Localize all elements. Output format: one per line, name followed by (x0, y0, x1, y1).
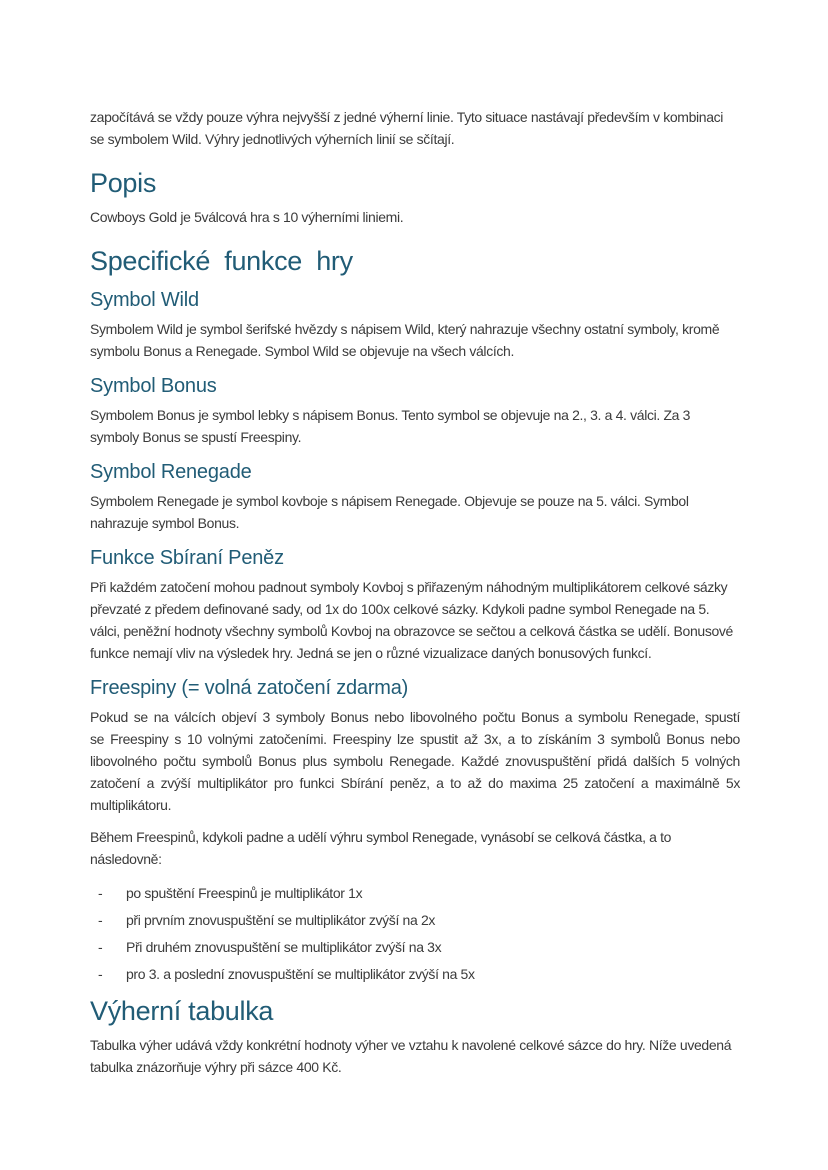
symbol-renegade-paragraph: Symbolem Renegade je symbol kovboje s nápisem Renegade. Objevuje se pouze na 5. válci. Symbol nahrazuje symbol Bonus. (90, 493, 689, 531)
dash-marker: - (98, 939, 103, 955)
heading-funkce-sbirani-penez: Funkce Sbíraní Peněz (90, 547, 284, 569)
symbol-wild-paragraph: Symbolem Wild je symbol šerifské hvězdy s nápisem Wild, který nahrazuje všechny ostatní symboly, kromě symbolu Bonus a Renegade. Symbol Wild se objevuje na všech válcích. (90, 321, 720, 359)
heading-freespiny: Freespiny (= volná zatočení zdarma) (90, 677, 409, 699)
heading-specificke-funkce-hry: Specifické funkce hry (90, 246, 353, 276)
list-item (98, 880, 740, 907)
list-item-text: po spuštění Freespinů je multiplikátor 1x (126, 885, 363, 901)
heading-symbol-renegade: Symbol Renegade (90, 461, 252, 483)
vyherni-tabulka-paragraph: Tabulka výher udává vždy konkrétní hodnoty výher ve vztahu k navolené celkové sázce do hry. Níže uvedená tabulka znázorňuje výhry při sázce 400 Kč. (90, 1037, 732, 1075)
heading-vyherni-tabulka: Výherní tabulka (90, 996, 274, 1026)
popis-paragraph: Cowboys Gold je 5válcová hra s 10 výherními liniemi. (90, 209, 404, 225)
list-item (98, 961, 740, 988)
multiplier-list (90, 880, 740, 988)
heading-symbol-bonus: Symbol Bonus (90, 375, 217, 397)
heading-symbol-wild: Symbol Wild (90, 289, 199, 311)
funkce-sbirani-penez-paragraph: Při každém zatočení mohou padnout symboly Kovboj s přiřazeným náhodným multiplikátorem celkové sázky převzaté z předem definované sady, od 1x do 100x celkové sázky. Kdykoli padne symbol Renegade na 5. válci, peněžní hodnoty všechny symbolů Kovboj na obrazovce se sečtou a celková částka se udělí. Bonusové funkce nemají vliv na výsledek hry. Jedná se jen o různé vizualizace daných bonusových funkcí. (90, 579, 733, 661)
intro-paragraph: započítává se vždy pouze výhra nejvyšší z jedné výherní linie. Tyto situace nastávají především v kombinaci se symbolem Wild. Výhry jednotlivých výherních linií se sčítají. (90, 109, 724, 147)
list-item (98, 907, 740, 934)
heading-popis: Popis (90, 168, 157, 198)
dash-marker: - (98, 966, 103, 982)
list-item-text: pro 3. a poslední znovuspuštění se multiplikátor zvýší na 5x (126, 966, 475, 982)
freespiny-paragraph: Pokud se na válcích objeví 3 symboly Bonus nebo libovolného počtu Bonus a symbolu Renegade, spustí se Freespiny s 10 volnými zatočeními. Freespiny lze spustit až 3x, a to získáním 3 symbolů Bonus nebo libovolného počtu symbolů Bonus plus symbolu Renegade. Každé znovuspuštění přidá dalších 5 volných zatočení a zvýší multiplikátor pro funkci Sbírání peněz, a to až do maxima 25 zatočení a maximálně 5x multiplikátoru. (90, 709, 740, 813)
dash-marker: - (98, 912, 103, 928)
symbol-bonus-paragraph: Symbolem Bonus je symbol lebky s nápisem Bonus. Tento symbol se objevuje na 2., 3. a 4. válci. Za 3 symboly Bonus se spustí Freespiny. (90, 407, 691, 445)
list-item-text: při prvním znovuspuštění se multiplikátor zvýší na 2x (126, 912, 436, 928)
list-item-text: Při druhém znovuspuštění se multiplikátor zvýší na 3x (126, 939, 442, 955)
dash-marker: - (98, 885, 103, 901)
list-item (98, 934, 740, 961)
freespiny-note-paragraph: Během Freespinů, kdykoli padne a udělí výhru symbol Renegade, vynásobí se celková částka, a to následovně: (90, 829, 672, 867)
